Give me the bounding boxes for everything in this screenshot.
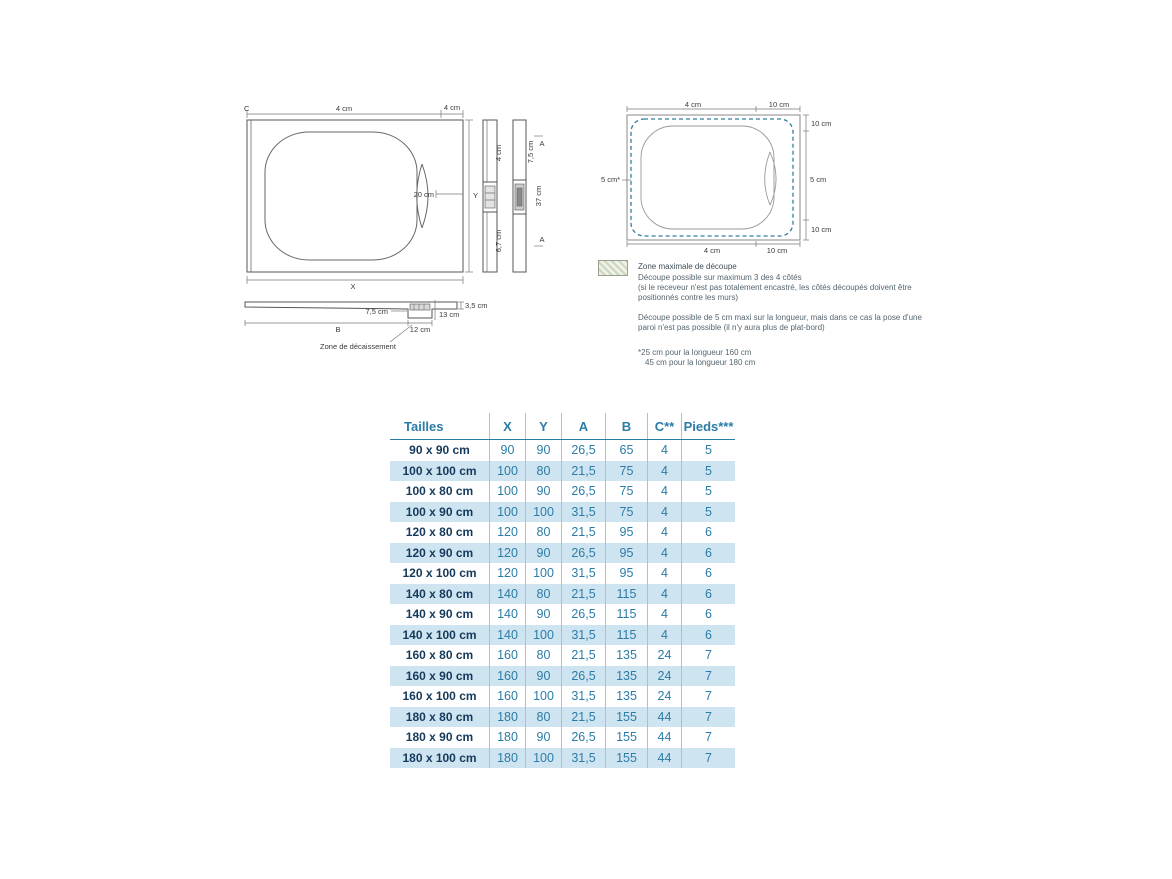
cell-value: 4	[648, 440, 682, 461]
cell-value: 135	[606, 686, 648, 707]
table-row	[390, 584, 735, 605]
table-row	[390, 727, 735, 748]
cell-value: 65	[606, 440, 648, 461]
cell-value: 7	[705, 668, 712, 683]
cell-value: 4	[648, 543, 682, 564]
legend-line-2: (si le receveur n'est pas totalement encastré, les côtés découpés doivent être positionnés contre les murs)	[638, 283, 912, 302]
table-row	[390, 522, 735, 543]
dim-drain-label: 20 cm	[413, 190, 434, 199]
legend-title: Zone maximale de découpe	[638, 262, 737, 271]
dim-cut-top-left: 4 cm	[684, 100, 702, 109]
table-row	[390, 481, 735, 502]
size-label: 160 x 100 cm	[390, 686, 490, 707]
cell-value: 6	[705, 586, 712, 601]
cell-value: 31,5	[562, 748, 606, 769]
legend-line-3: Découpe possible de 5 cm maxi sur la longueur, mais dans ce cas la pose d'une paroi n'est pas possible (il n'y aura plus de plat-bord)	[638, 313, 922, 332]
cell-value: 135	[606, 666, 648, 687]
cell-value: 24	[648, 686, 682, 707]
dim-cut-right-middle: 5 cm	[810, 175, 827, 184]
cell-value: 21,5	[562, 645, 606, 666]
sizes-table	[390, 413, 735, 768]
cell-value: 100	[526, 686, 562, 707]
dim-cut-right-top: 10 cm	[811, 119, 832, 128]
table-row	[390, 543, 735, 564]
cell-value: 4	[648, 461, 682, 482]
cell-value: 31,5	[562, 625, 606, 646]
cell-value: 4	[648, 481, 682, 502]
cell-value: 7	[705, 709, 712, 724]
column-header: Y	[526, 413, 562, 439]
dim-cut-top-right: 10 cm	[768, 100, 790, 109]
cell-value: 75	[606, 461, 648, 482]
dim-cut-bottom-right: 10 cm	[766, 246, 788, 255]
size-label: 100 x 80 cm	[390, 481, 490, 502]
dim-y-label: Y	[473, 191, 479, 200]
cell-value: 120	[490, 563, 526, 584]
cell-value: 4	[648, 502, 682, 523]
table-row	[390, 666, 735, 687]
cell-value: 26,5	[562, 727, 606, 748]
dim-profile-12-label: 12 cm	[409, 325, 431, 334]
table-row	[390, 604, 735, 625]
size-label: 180 x 100 cm	[390, 748, 490, 769]
cell-value: 75	[606, 481, 648, 502]
cell-value: 7	[705, 648, 712, 663]
cell-value: 115	[606, 604, 648, 625]
size-label: 100 x 100 cm	[390, 461, 490, 482]
table-row	[390, 461, 735, 482]
dim-cut-bottom-left: 4 cm	[703, 246, 721, 255]
dim-section-75-label: 7,5 cm	[526, 140, 535, 164]
cell-value: 95	[606, 563, 648, 584]
cell-value: 21,5	[562, 584, 606, 605]
cell-value: 180	[490, 727, 526, 748]
cell-value: 44	[648, 748, 682, 769]
drain-box	[410, 304, 430, 310]
cell-value: 7	[705, 689, 712, 704]
cell-value: 90	[526, 727, 562, 748]
cell-value: 80	[526, 584, 562, 605]
column-header: A	[562, 413, 606, 439]
dim-top-right-label: 4 cm	[443, 103, 461, 112]
cell-value: 5	[705, 484, 712, 499]
cell-value: 6	[705, 627, 712, 642]
cell-value: 140	[490, 604, 526, 625]
cell-value: 90	[490, 440, 526, 461]
cut-marker-a-bottom: A	[539, 235, 545, 244]
cell-value: 95	[606, 543, 648, 564]
cell-value: 95	[606, 522, 648, 543]
cell-value: 90	[526, 543, 562, 564]
table-body	[390, 440, 735, 768]
legend-footnote-2: 45 cm pour la longueur 180 cm	[645, 358, 756, 367]
cell-value: 26,5	[562, 481, 606, 502]
dim-profile-35-label: 3,5 cm	[465, 301, 488, 310]
size-label: 120 x 80 cm	[390, 522, 490, 543]
dim-section-37-label: 37 cm	[534, 185, 543, 207]
cell-value: 26,5	[562, 440, 606, 461]
cell-value: 4	[648, 522, 682, 543]
cell-value: 115	[606, 625, 648, 646]
dim-profile-13-label: 13 cm	[439, 310, 460, 319]
cell-value: 100	[526, 748, 562, 769]
size-label: 140 x 80 cm	[390, 584, 490, 605]
table-row	[390, 440, 735, 461]
cell-value: 6	[705, 566, 712, 581]
cell-value: 6	[705, 525, 712, 540]
table-row	[390, 625, 735, 646]
cell-value: 155	[606, 707, 648, 728]
cell-value: 21,5	[562, 707, 606, 728]
dim-profile-75-label: 7,5 cm	[365, 307, 388, 316]
cell-value: 90	[526, 440, 562, 461]
table-header-row	[390, 413, 735, 440]
cell-value: 31,5	[562, 686, 606, 707]
cell-value: 140	[490, 625, 526, 646]
size-label: 140 x 90 cm	[390, 604, 490, 625]
cell-value: 31,5	[562, 502, 606, 523]
table-row	[390, 502, 735, 523]
cell-value: 4	[648, 563, 682, 584]
cell-value: 26,5	[562, 604, 606, 625]
cut-zone-diagram	[598, 98, 848, 258]
size-label: 160 x 80 cm	[390, 645, 490, 666]
cell-value: 26,5	[562, 666, 606, 687]
column-header: C**	[648, 413, 682, 439]
cell-value: 44	[648, 727, 682, 748]
zone-decaissement-label: Zone de décaissement	[320, 342, 396, 351]
cell-value: 4	[648, 584, 682, 605]
legend	[598, 256, 948, 376]
table-row	[390, 748, 735, 769]
legend-footnote-1: *25 cm pour la longueur 160 cm	[638, 348, 752, 357]
profile-diagram	[238, 296, 488, 358]
cell-value: 100	[490, 481, 526, 502]
cell-value: 6	[705, 545, 712, 560]
cell-value: 31,5	[562, 563, 606, 584]
cell-value: 180	[490, 748, 526, 769]
cell-value: 7	[705, 750, 712, 765]
cell-value: 7	[705, 730, 712, 745]
cell-value: 24	[648, 645, 682, 666]
size-label: 160 x 90 cm	[390, 666, 490, 687]
dim-cut-left: 5 cm*	[601, 175, 621, 184]
legend-line-1: Découpe possible sur maximum 3 des 4 côtés	[638, 273, 802, 282]
cell-value: 80	[526, 645, 562, 666]
column-header: X	[490, 413, 526, 439]
size-label: 100 x 90 cm	[390, 502, 490, 523]
cell-value: 80	[526, 522, 562, 543]
column-header: Tailles	[390, 413, 490, 439]
cut-zone-swatch	[598, 260, 628, 276]
table-row	[390, 645, 735, 666]
cell-value: 155	[606, 727, 648, 748]
size-label: 180 x 80 cm	[390, 707, 490, 728]
cut-marker-a-top: A	[539, 139, 545, 148]
cell-value: 26,5	[562, 543, 606, 564]
size-label: 140 x 100 cm	[390, 625, 490, 646]
dim-x-label: X	[350, 282, 356, 291]
b-marker-label: B	[335, 325, 341, 334]
cell-value: 120	[490, 522, 526, 543]
cell-value: 21,5	[562, 461, 606, 482]
cell-value: 100	[526, 502, 562, 523]
section-views	[483, 120, 526, 272]
size-label: 120 x 100 cm	[390, 563, 490, 584]
size-label: 120 x 90 cm	[390, 543, 490, 564]
cell-value: 100	[526, 563, 562, 584]
column-header: B	[606, 413, 648, 439]
c-marker-label: C	[244, 104, 250, 113]
cell-value: 120	[490, 543, 526, 564]
table-row	[390, 707, 735, 728]
cell-value: 135	[606, 645, 648, 666]
cell-value: 90	[526, 666, 562, 687]
cell-value: 160	[490, 645, 526, 666]
size-label: 90 x 90 cm	[390, 440, 490, 461]
cell-value: 180	[490, 707, 526, 728]
cell-value: 100	[526, 625, 562, 646]
cell-value: 90	[526, 604, 562, 625]
cell-value: 5	[705, 443, 712, 458]
cell-value: 4	[648, 604, 682, 625]
dim-section-4-label: 4 cm	[494, 144, 503, 162]
cell-value: 160	[490, 666, 526, 687]
cell-value: 140	[490, 584, 526, 605]
cell-value: 21,5	[562, 522, 606, 543]
table-row	[390, 686, 735, 707]
cell-value: 24	[648, 666, 682, 687]
cell-value: 100	[490, 461, 526, 482]
cell-value: 4	[648, 625, 682, 646]
dim-section-67-label: 6,7 cm	[494, 229, 503, 253]
cell-value: 75	[606, 502, 648, 523]
cell-value: 6	[705, 607, 712, 622]
cell-value: 44	[648, 707, 682, 728]
cell-value: 155	[606, 748, 648, 769]
cell-value: 5	[705, 504, 712, 519]
profile-shape	[245, 302, 460, 319]
cell-value: 80	[526, 707, 562, 728]
size-label: 180 x 90 cm	[390, 727, 490, 748]
table-row	[390, 563, 735, 584]
dim-cut-right-bottom: 10 cm	[811, 225, 832, 234]
plan-and-section-diagram	[238, 98, 573, 293]
cell-value: 115	[606, 584, 648, 605]
cell-value: 160	[490, 686, 526, 707]
column-header: Pieds***	[683, 418, 734, 434]
cell-value: 90	[526, 481, 562, 502]
cell-value: 80	[526, 461, 562, 482]
dim-top-label: 4 cm	[335, 104, 353, 113]
cell-value: 100	[490, 502, 526, 523]
cell-value: 5	[705, 463, 712, 478]
